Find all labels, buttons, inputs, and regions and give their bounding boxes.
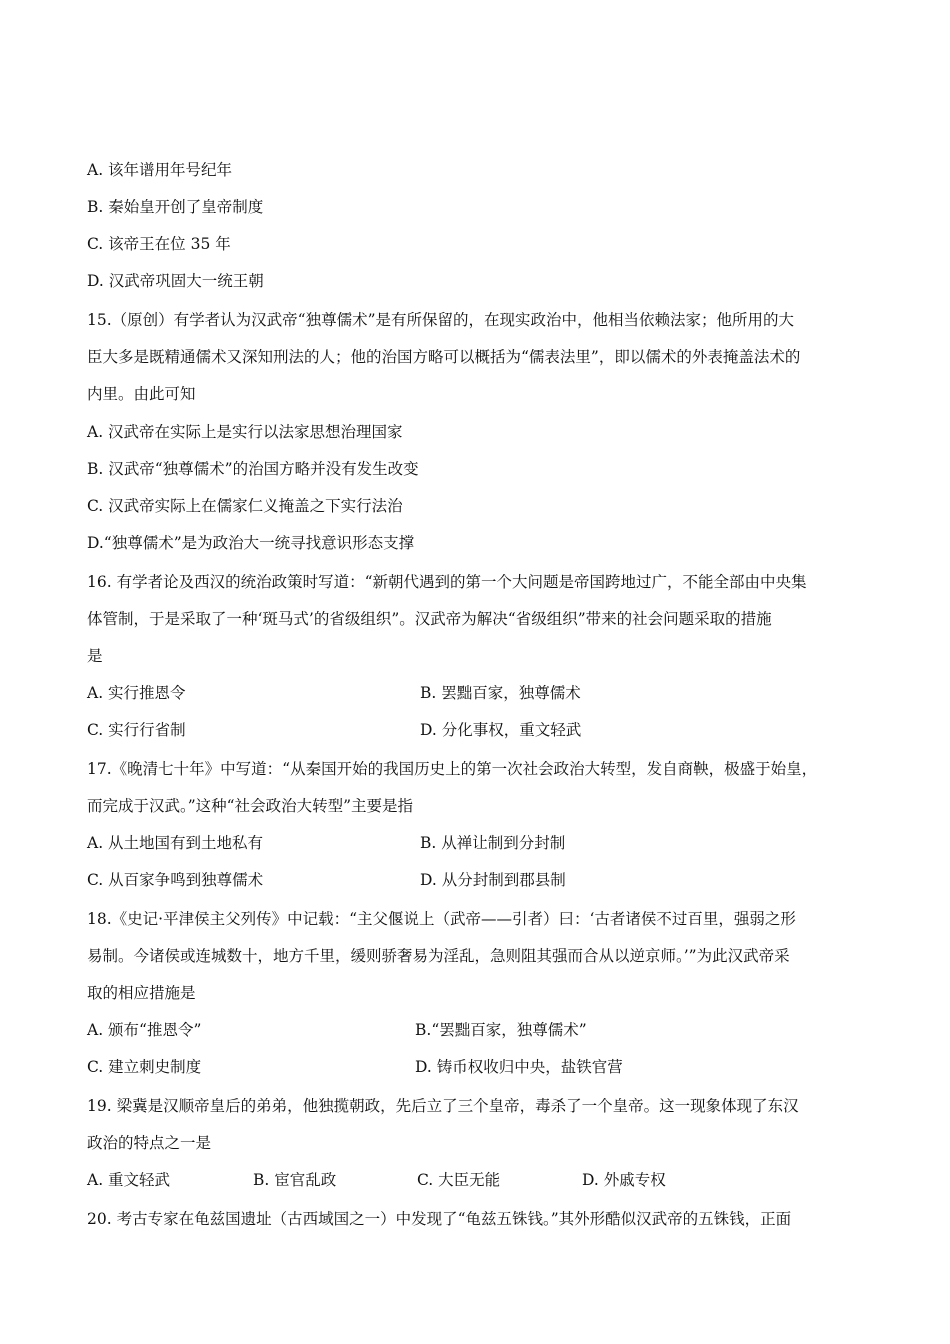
q14-option-d: D. 汉武帝巩固大一统王朝 <box>87 272 264 290</box>
q18-options-row1 <box>87 1020 867 1040</box>
q17-option-a: A. 从土地国有到土地私有 <box>87 834 264 852</box>
q18-option-a: A. 颁布“推恩令” <box>87 1021 202 1039</box>
q16-stem-line2: 体管制，于是采取了一种‘斑马式’的省级组织”。汉武帝为解决“省级组织”带来的社会问题采取的措施 <box>87 610 772 628</box>
q18-option-d: D. 铸币权收归中央，盐铁官营 <box>415 1058 623 1076</box>
q20-stem-line1: 20. 考古专家在龟兹国遗址（古西域国之一）中发现了“龟兹五铢钱。”其外形酷似汉武帝的五铢钱，正面 <box>87 1210 792 1228</box>
q18-stem-line1: 18.《史记·平津侯主父列传》中记载：“主父偃说上（武帝——引者）曰：‘古者诸侯不过百里，强弱之形 <box>87 910 796 928</box>
q16-stem-line1: 16. 有学者论及西汉的统治政策时写道：“新朝代遇到的第一个大问题是帝国跨地过广，不能全部由中央集 <box>87 573 807 591</box>
q19-option-b: B. 宦官乱政 <box>253 1171 337 1189</box>
q16-option-b: B. 罢黜百家，独尊儒术 <box>420 684 581 702</box>
q16-stem-line3: 是 <box>87 647 103 665</box>
q19-option-a: A. 重文轻武 <box>87 1171 171 1189</box>
q15-stem-line2: 臣大多是既精通儒术又深知刑法的人；他的治国方略可以概括为“儒表法里”，即以儒术的外表掩盖法术的 <box>87 348 801 366</box>
q16-options-row1 <box>87 683 867 703</box>
q14-option-b: B. 秦始皇开创了皇帝制度 <box>87 198 264 216</box>
q17-options-row1 <box>87 833 867 853</box>
q18-stem-line3: 取的相应措施是 <box>87 984 196 1002</box>
q15-option-a: A. 汉武帝在实际上是实行以法家思想治理国家 <box>87 423 403 441</box>
q14-option-c: C. 该帝王在位 35 年 <box>87 235 231 253</box>
q18-options-row2 <box>87 1057 867 1077</box>
q17-option-b: B. 从禅让制到分封制 <box>420 834 566 852</box>
q16-option-a: A. 实行推恩令 <box>87 684 186 702</box>
q18-option-c: C. 建立刺史制度 <box>87 1058 202 1076</box>
q15-stem-line3: 内里。由此可知 <box>87 385 196 403</box>
q16-option-c: C. 实行行省制 <box>87 721 186 739</box>
q15-option-c: C. 汉武帝实际上在儒家仁义掩盖之下实行法治 <box>87 497 403 515</box>
q19-option-d: D. 外戚专权 <box>582 1171 666 1189</box>
q16-options-row2 <box>87 720 867 740</box>
q18-option-b: B.“罢黜百家，独尊儒术” <box>415 1021 587 1039</box>
q17-option-c: C. 从百家争鸣到独尊儒术 <box>87 871 264 889</box>
q14-option-a: A. 该年谱用年号纪年 <box>87 161 233 179</box>
q18-stem-line2: 易制。今诸侯或连城数十，地方千里，缓则骄奢易为淫乱，急则阻其强而合从以逆京师。’”为此汉武帝采 <box>87 947 790 965</box>
q16-option-d: D. 分化事权，重文轻武 <box>420 721 582 739</box>
q17-stem-line2: 而完成于汉武。”这种“社会政治大转型”主要是指 <box>87 797 414 815</box>
q19-option-c: C. 大臣无能 <box>417 1171 501 1189</box>
q15-option-b: B. 汉武帝“独尊儒术”的治国方略并没有发生改变 <box>87 460 419 478</box>
q19-stem-line1: 19. 梁冀是汉顺帝皇后的弟弟，他独揽朝政，先后立了三个皇帝，毒杀了一个皇帝。这一现象体现了东汉 <box>87 1097 799 1115</box>
q17-stem-line1: 17.《晚清七十年》中写道：“从秦国开始的我国历史上的第一次社会政治大转型，发自商鞅，极盛于始皇， <box>87 760 818 778</box>
q19-stem-line2: 政治的特点之一是 <box>87 1134 212 1152</box>
q15-option-d: D.“独尊儒术”是为政治大一统寻找意识形态支撑 <box>87 534 415 552</box>
q17-options-row2 <box>87 870 867 890</box>
q17-option-d: D. 从分封制到郡县制 <box>420 871 566 889</box>
q15-stem-line1: 15.（原创）有学者认为汉武帝“独尊儒术”是有所保留的，在现实政治中，他相当依赖法家；他所用的大 <box>87 311 795 329</box>
